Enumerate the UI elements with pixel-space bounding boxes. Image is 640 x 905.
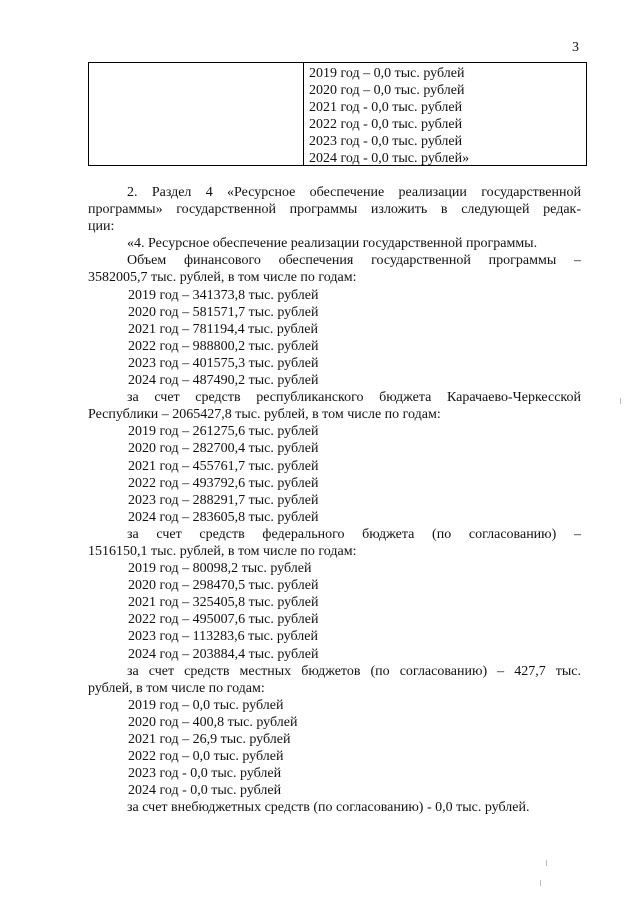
year-line: 2021 год – 781194,4 тыс. рублей xyxy=(128,321,318,337)
year-line: 2023 год - 0,0 тыс. рублей xyxy=(128,766,282,782)
paragraph-line: за счет средств республиканского бюджета Карачаево-Черкесской xyxy=(127,390,581,406)
year-line: 2020 год – 581571,7 тыс. рублей xyxy=(128,304,319,320)
year-line: 2020 год – 400,8 тыс. рублей xyxy=(128,714,298,730)
year-line: 2021 год – 325405,8 тыс. рублей xyxy=(128,595,319,611)
paragraph-line: 1516150,1 тыс. рублей, в том числе по годам: xyxy=(88,543,357,559)
scan-artifact xyxy=(546,860,547,866)
year-line: 2024 год – 203884,4 тыс. рублей xyxy=(128,646,319,662)
table-left-cell xyxy=(89,63,304,165)
table-line: 2021 год - 0,0 тыс. рублей xyxy=(309,100,463,115)
year-line: 2022 год – 493792,6 тыс. рублей xyxy=(128,475,319,491)
year-line: 2022 год – 0,0 тыс. рублей xyxy=(128,749,284,765)
page-number: 3 xyxy=(572,40,579,55)
paragraph-line: ции: xyxy=(88,219,115,235)
table-line: 2024 год - 0,0 тыс. рублей» xyxy=(309,151,470,166)
year-line: 2024 год – 487490,2 тыс. рублей xyxy=(128,373,319,389)
paragraph-line: 3582005,7 тыс. рублей, в том числе по годам: xyxy=(88,270,357,286)
table-right-cell xyxy=(304,63,586,165)
year-line: 2019 год – 80098,2 тыс. рублей xyxy=(128,561,312,577)
table-line: 2023 год - 0,0 тыс. рублей xyxy=(309,134,463,149)
year-line: 2023 год – 113283,6 тыс. рублей xyxy=(128,629,318,645)
document-body xyxy=(88,184,581,816)
year-line: 2024 год - 0,0 тыс. рублей xyxy=(128,783,282,799)
year-line: 2023 год – 401575,3 тыс. рублей xyxy=(128,355,319,371)
funding-table xyxy=(88,62,587,166)
paragraph-line: программы» государственной программы изложить в следующей редак- xyxy=(88,202,581,218)
table-line: 2020 год – 0,0 тыс. рублей xyxy=(309,83,465,98)
table-line: 2019 год – 0,0 тыс. рублей xyxy=(309,66,465,81)
table-line: 2022 год - 0,0 тыс. рублей xyxy=(309,117,463,132)
paragraph-line: рублей, в том числе по годам: xyxy=(88,680,265,696)
year-line: 2021 год – 455761,7 тыс. рублей xyxy=(128,458,319,474)
paragraph-line: Объем финансового обеспечения государственной программы – xyxy=(127,253,581,269)
year-line: 2021 год – 26,9 тыс. рублей xyxy=(128,732,291,747)
year-line: 2019 год – 341373,8 тыс. рублей xyxy=(128,287,319,303)
year-line: 2020 год – 282700,4 тыс. рублей xyxy=(128,441,319,457)
paragraph-line: 2. Раздел 4 «Ресурсное обеспечение реализации государственной xyxy=(127,185,581,200)
paragraph-line: за счет средств местных бюджетов (по согласованию) – 427,7 тыс. xyxy=(127,663,581,679)
year-line: 2020 год – 298470,5 тыс. рублей xyxy=(128,578,319,594)
paragraph-line: Республики – 2065427,8 тыс. рублей, в том числе по годам: xyxy=(88,407,441,423)
scan-artifact xyxy=(620,398,621,404)
year-line: 2022 год – 495007,6 тыс. рублей xyxy=(128,612,319,628)
scan-artifact xyxy=(540,880,541,886)
year-line: 2019 год – 261275,6 тыс. рублей xyxy=(128,424,319,440)
year-line: 2024 год – 283605,8 тыс. рублей xyxy=(128,509,319,525)
year-line: 2023 год – 288291,7 тыс. рублей xyxy=(128,492,319,508)
section-heading: «4. Ресурсное обеспечение реализации государственной программы. xyxy=(127,236,538,252)
paragraph-line: за счет внебюджетных средств (по согласованию) - 0,0 тыс. рублей. xyxy=(127,800,530,816)
year-line: 2019 год – 0,0 тыс. рублей xyxy=(128,697,284,713)
paragraph-line: за счет средств федерального бюджета (по согласованию) – xyxy=(127,526,581,542)
year-line: 2022 год – 988800,2 тыс. рублей xyxy=(128,338,319,354)
